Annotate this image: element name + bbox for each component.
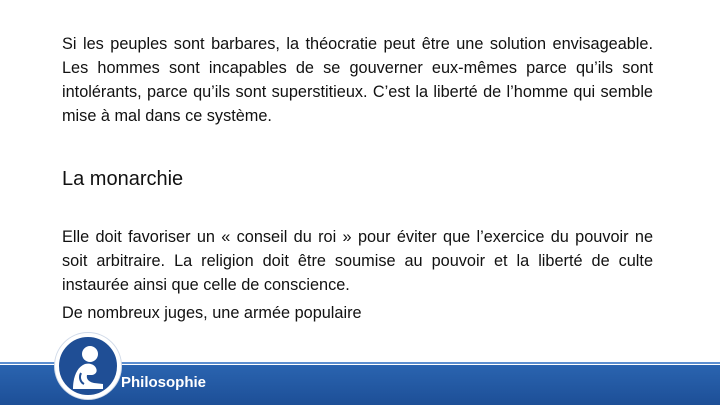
paragraph-theocratie: Si les peuples sont barbares, la théocratie peut être une solution envisageable. Les hommes sont incapables de se gouverner eux-mêmes parce qu’ils sont intolérants, parce qu’ils sont superstitieux. C’est la liberté de l’homme qui semble mise à mal dans ce système. [62, 35, 653, 125]
brand-label: Philosophie [121, 374, 207, 391]
paragraph-juges: De nombreux juges, une armée populaire [62, 304, 362, 322]
section-heading: La monarchie [62, 168, 184, 190]
paragraph-monarchie: Elle doit favoriser un « conseil du roi » pour éviter que l’exercice du pouvoir ne soit arbitraire. La religion doit être soumise au pouvoir et la liberté de culte instaurée ainsi que celle de conscience. [62, 228, 653, 294]
thinker-icon [55, 333, 121, 399]
